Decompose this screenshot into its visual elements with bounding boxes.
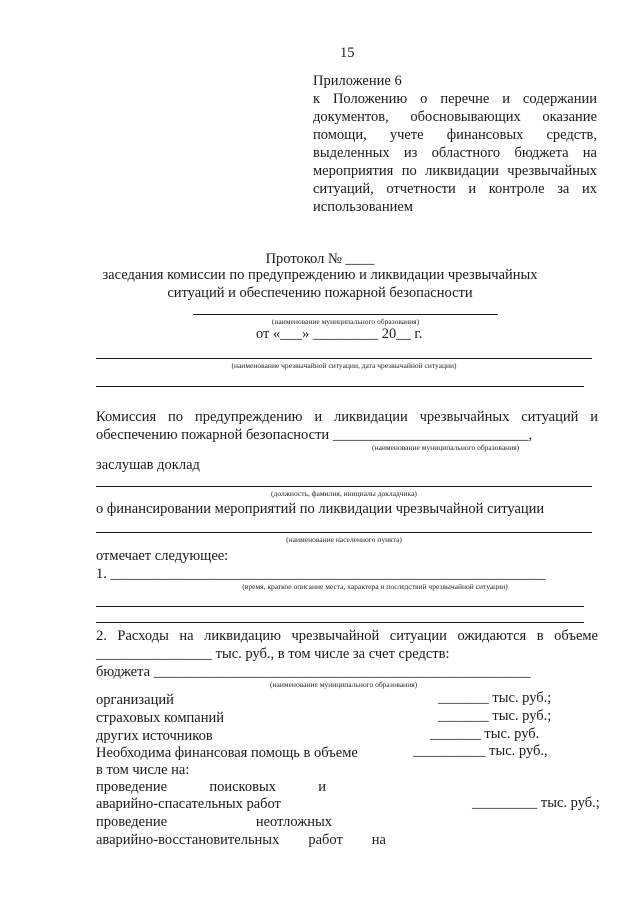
commission-line-1: Комиссия по предупреждению и ликвидации чрезвычайных ситуаций и xyxy=(96,409,598,425)
caption-municipality-3: (наименование муниципального образования) xyxy=(270,680,418,689)
municipality-blank xyxy=(193,314,498,315)
heard-report: заслушав доклад xyxy=(96,457,200,473)
caption-description: (время, краткое описание места, характера и последствий чрезвычайной ситуации) xyxy=(242,582,508,591)
protocol-subtitle-1: заседания комиссии по предупреждению и ликвидации чрезвычайных xyxy=(102,267,538,283)
other-sources-label: других источников xyxy=(96,728,213,744)
expenses-line-2: ________________ тыс. руб., в том числе за счет средств: xyxy=(96,646,450,662)
item-1: 1. ____________________________________________________________ xyxy=(96,566,546,582)
protocol-subtitle-2: ситуаций и обеспечению пожарной безопасности xyxy=(167,285,473,301)
search-line-1: проведение поисковых и xyxy=(96,779,326,795)
urgent-line-2: аварийно-восстановительных работ на xyxy=(96,832,386,848)
page-number: 15 xyxy=(340,45,355,61)
appendix-line-6: ситуаций, отчетности и контроле за их xyxy=(313,181,597,197)
appendix-line-5: мероприятия по ликвидации чрезвычайных xyxy=(313,163,597,179)
urgent-line-1: проведение неотложных xyxy=(96,814,332,830)
appendix-line-3: помощи, учете финансовых средств, xyxy=(313,127,597,143)
financing-text: о финансировании мероприятий по ликвидации чрезвычайной ситуации xyxy=(96,501,545,517)
organizations-label: организаций xyxy=(96,692,174,708)
including-label: в том числе на: xyxy=(96,762,190,778)
other-sources-amount: _______ тыс. руб. xyxy=(430,726,540,742)
emergency-blank-1 xyxy=(96,358,592,359)
emergency-blank-2 xyxy=(96,386,584,387)
appendix-line-4: выделенных из областного бюджета на xyxy=(313,145,597,161)
appendix-line-1: к Положению о перечне и содержании xyxy=(313,91,597,107)
notes-heading: отмечает следующее: xyxy=(96,548,229,564)
aid-amount: __________ тыс. руб., xyxy=(413,743,548,759)
protocol-date: от «___» _________ 20__ г. xyxy=(256,326,423,342)
description-blank-1 xyxy=(96,606,584,607)
insurance-amount: _______ тыс. руб.; xyxy=(438,708,552,724)
caption-settlement: (наименование населенного пункта) xyxy=(286,535,402,544)
appendix-line-2: документов, обосновывающих оказание xyxy=(313,109,597,125)
protocol-title: Протокол № ____ xyxy=(265,251,375,267)
budget-line: бюджета ____________________________________________________ xyxy=(96,664,531,680)
search-line-2: аварийно-спасательных работ xyxy=(96,796,281,812)
aid-needed-label: Необходима финансовая помощь в объеме xyxy=(96,745,358,761)
caption-reporter: (должность, фамилия, инициалы докладчика) xyxy=(271,489,417,498)
expenses-line-1: 2. Расходы на ликвидацию чрезвычайной ситуации ожидаются в объеме xyxy=(96,628,598,644)
caption-municipality: (наименование муниципального образования) xyxy=(271,317,420,326)
commission-line-2: обеспечению пожарной безопасности ___________________________, xyxy=(96,427,533,443)
appendix-title: Приложение 6 xyxy=(313,73,402,89)
organizations-amount: _______ тыс. руб.; xyxy=(438,690,552,706)
appendix-line-7: использованием xyxy=(313,199,413,215)
insurance-label: страховых компаний xyxy=(96,710,224,726)
caption-municipality-2: (наименование муниципального образования) xyxy=(372,443,520,452)
settlement-blank xyxy=(96,532,592,533)
caption-emergency: (наименование чрезвычайной ситуации, дата чрезвычайной ситуации) xyxy=(231,361,457,370)
search-amount: _________ тыс. руб.; xyxy=(472,795,600,811)
description-blank-2 xyxy=(96,622,584,623)
reporter-blank xyxy=(96,486,592,487)
